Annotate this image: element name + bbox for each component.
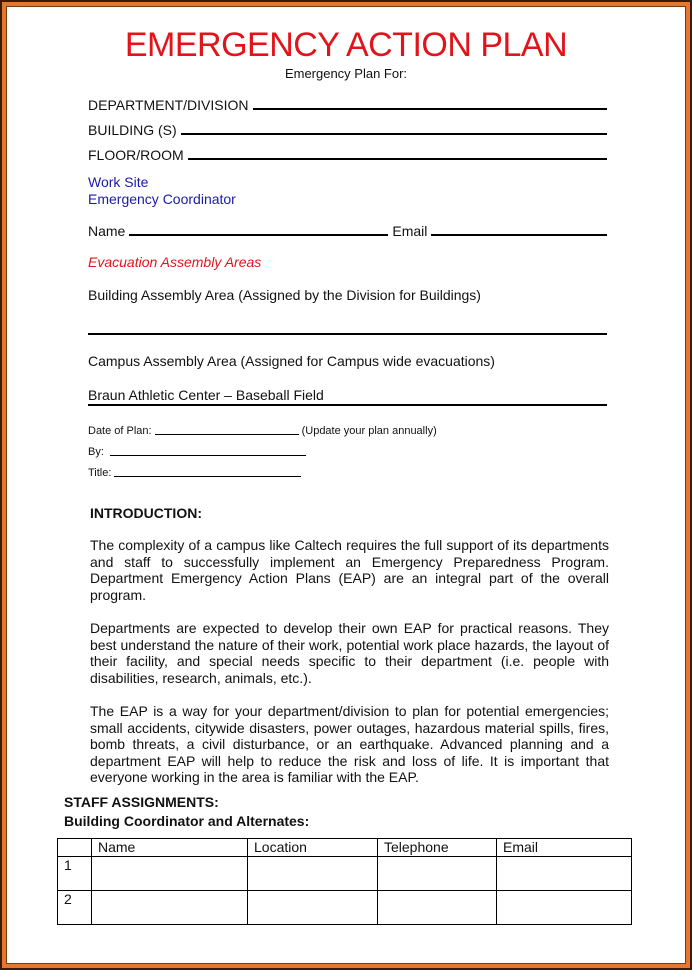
col-header-name: Name: [92, 839, 248, 857]
department-label: DEPARTMENT/DIVISION: [88, 97, 249, 113]
emergency-coordinator-label: Emergency Coordinator: [88, 191, 236, 207]
intro-paragraph: The EAP is a way for your department/division to plan for potential emergencies; small accidents, citywide disasters, power outages, hazardous material spills, fires, bomb threats, a civil disturbance, or an earthquake. Advanced planning and a department EAP will help to reduce the risk and loss of life. It is important that everyone working in the area is familiar with the EAP.: [90, 703, 609, 786]
row-number: 1: [58, 857, 92, 891]
building-line[interactable]: [181, 133, 607, 135]
campus-assembly-value[interactable]: Braun Athletic Center – Baseball Field: [88, 387, 607, 406]
date-line[interactable]: [155, 434, 299, 435]
location-cell[interactable]: [248, 891, 378, 925]
name-label: Name: [88, 223, 126, 239]
introduction-heading: INTRODUCTION:: [90, 505, 202, 521]
name-cell[interactable]: [92, 891, 248, 925]
building-field[interactable]: [88, 122, 607, 138]
telephone-cell[interactable]: [378, 857, 497, 891]
title-line[interactable]: [114, 476, 301, 477]
col-header-number: [58, 839, 92, 857]
floor-field[interactable]: [88, 147, 607, 163]
location-cell[interactable]: [248, 857, 378, 891]
page-subtitle: Emergency Plan For:: [284, 66, 408, 81]
by-line[interactable]: [110, 455, 306, 456]
email-label: Email: [392, 223, 428, 239]
email-cell[interactable]: [497, 857, 632, 891]
date-note: (Update your plan annually): [301, 425, 437, 437]
staff-table: [57, 838, 632, 925]
intro-paragraph: The complexity of a campus like Caltech requires the full support of its departments and staff to successfully implement an Emergency Preparedness Program. Department Emergency Action Plans (EAP) are an integral part of the overall program.: [90, 537, 609, 603]
title-label: Title:: [88, 467, 112, 479]
building-label: BUILDING (S): [88, 122, 177, 138]
table-row: [58, 857, 632, 891]
email-cell[interactable]: [497, 891, 632, 925]
work-site-label: Work Site: [88, 174, 149, 190]
telephone-cell[interactable]: [378, 891, 497, 925]
floor-label: FLOOR/ROOM: [88, 147, 184, 163]
department-line[interactable]: [253, 108, 607, 110]
building-assembly-label: Building Assembly Area (Assigned by the Division for Buildings): [88, 287, 481, 303]
building-assembly-line[interactable]: [88, 333, 607, 335]
email-line[interactable]: [431, 234, 607, 236]
col-header-email: Email: [497, 839, 632, 857]
row-number: 2: [58, 891, 92, 925]
table-row: [58, 891, 632, 925]
intro-paragraph: Departments are expected to develop their own EAP for practical reasons. They best understand the nature of their work, potential work place hazards, the layout of their facility, and special needs specific to their department (i.e. people with disabilities, research, animals, etc.).: [90, 620, 609, 686]
date-label: Date of Plan:: [88, 425, 152, 437]
building-coordinator-subheading: Building Coordinator and Alternates:: [64, 813, 310, 829]
table-header-row: [58, 839, 632, 857]
evacuation-heading: Evacuation Assembly Areas: [88, 254, 262, 270]
name-cell[interactable]: [92, 857, 248, 891]
col-header-location: Location: [248, 839, 378, 857]
by-field: [88, 446, 309, 458]
staff-assignments-heading: STAFF ASSIGNMENTS:: [64, 794, 219, 810]
title-field: [88, 467, 304, 479]
department-field[interactable]: [88, 97, 607, 113]
col-header-telephone: Telephone: [378, 839, 497, 857]
floor-line[interactable]: [188, 158, 607, 160]
page-title: EMERGENCY ACTION PLAN: [124, 26, 568, 64]
campus-assembly-label: Campus Assembly Area (Assigned for Campus wide evacuations): [88, 353, 495, 369]
name-email-row: [88, 223, 607, 239]
date-of-plan-field: [88, 425, 437, 437]
name-line[interactable]: [129, 234, 388, 236]
by-label: By:: [88, 446, 104, 458]
